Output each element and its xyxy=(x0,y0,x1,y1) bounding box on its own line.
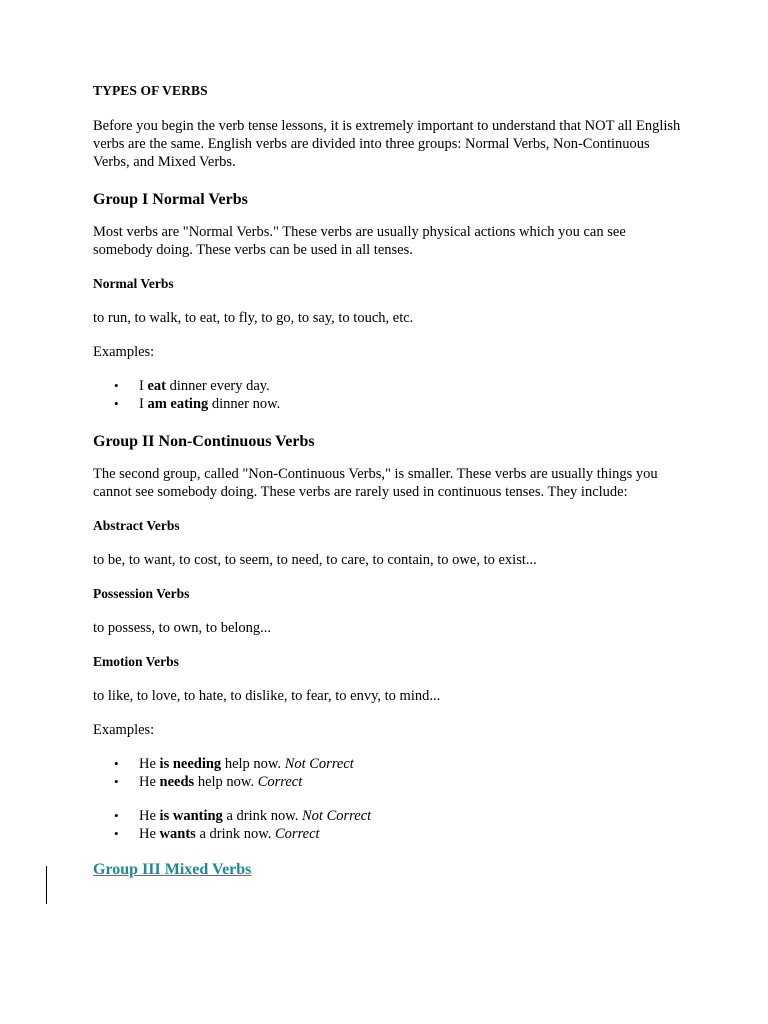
group-2-examples-list-b xyxy=(93,807,683,843)
group-1-heading: Group I Normal Verbs xyxy=(93,191,248,208)
group-2-examples-list-a xyxy=(93,755,683,791)
document-page xyxy=(93,82,683,879)
example-item: • He wants a drink now. Correct xyxy=(139,825,683,843)
example-verb: is needing xyxy=(159,756,222,772)
example-verb: wants xyxy=(159,826,196,842)
example-verb: eat xyxy=(147,378,166,394)
example-item: • I am eating dinner now. xyxy=(139,395,683,413)
possession-verbs-subheading: Possession Verbs xyxy=(93,586,190,601)
document-title: TYPES OF VERBS xyxy=(93,83,208,98)
correctness-note: Correct xyxy=(275,826,320,842)
text-cursor xyxy=(46,866,47,904)
group-1-description: Most verbs are "Normal Verbs." These verbs are usually physical actions which you can see somebody doing. These verbs can be used in all tenses. xyxy=(93,224,626,258)
example-item: • He is needing help now. Not Correct xyxy=(139,755,683,773)
emotion-verbs-subheading: Emotion Verbs xyxy=(93,654,179,669)
example-item: • He is wanting a drink now. Not Correct xyxy=(139,807,683,825)
example-verb: am eating xyxy=(147,396,209,412)
example-verb: is wanting xyxy=(159,808,223,824)
emotion-verbs-list: to like, to love, to hate, to dislike, to fear, to envy, to mind... xyxy=(93,688,441,704)
example-item: • He needs help now. Correct xyxy=(139,773,683,791)
example-item: • I eat dinner every day. xyxy=(139,377,683,395)
abstract-verbs-subheading: Abstract Verbs xyxy=(93,518,180,533)
group-1-examples-label: Examples: xyxy=(93,344,155,360)
group-2-examples-label: Examples: xyxy=(93,722,155,738)
correctness-note: Correct xyxy=(257,774,303,790)
correctness-note: Not Correct xyxy=(302,808,372,824)
group-1-examples-list xyxy=(93,377,683,413)
group-2-description: The second group, called "Non-Continuous Verbs," is smaller. These verbs are usually things you cannot see somebody doing. These verbs are rarely used in continuous tenses. They include: xyxy=(93,466,658,500)
group-3-heading-link[interactable]: Group III Mixed Verbs xyxy=(93,861,252,878)
normal-verbs-subheading: Normal Verbs xyxy=(93,276,174,291)
normal-verbs-list: to run, to walk, to eat, to fly, to go, to say, to touch, etc. xyxy=(93,310,414,326)
intro-paragraph: Before you begin the verb tense lessons, it is extremely important to understand that NOT all English verbs are the same. English verbs are divided into three groups: Normal Verbs, Non-Continuous Verbs, and Mixed Verbs. xyxy=(93,118,681,170)
example-verb: needs xyxy=(159,774,195,790)
group-2-heading: Group II Non-Continuous Verbs xyxy=(93,433,315,450)
possession-verbs-list: to possess, to own, to belong... xyxy=(93,620,272,636)
correctness-note: Not Correct xyxy=(284,756,354,772)
abstract-verbs-list: to be, to want, to cost, to seem, to need, to care, to contain, to owe, to exist... xyxy=(93,552,537,568)
